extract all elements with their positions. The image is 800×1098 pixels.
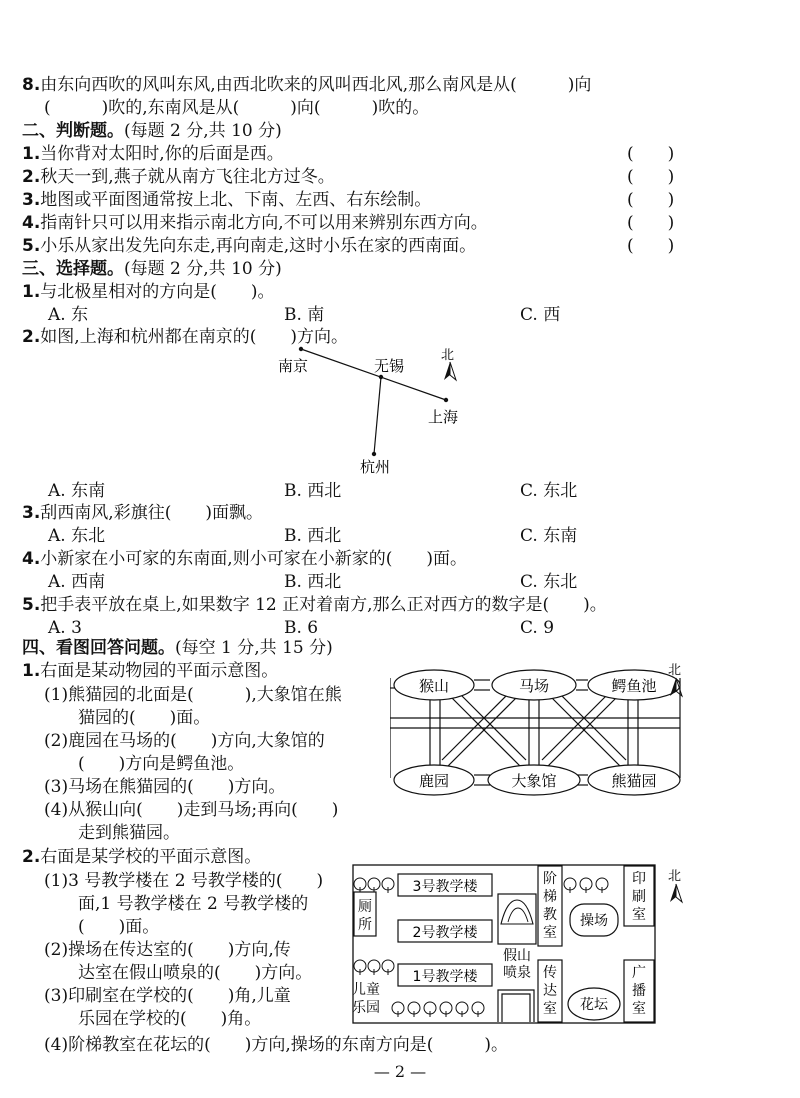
q41-line: (3)马场在熊猫园的( )方向。 [44,777,286,797]
printing-label-2: 刷 [632,889,646,905]
zoo-elephant-hall [488,765,580,795]
toilet-label-1: 厕 [358,899,372,915]
school-north-indicator [664,866,690,906]
printing-label-1: 印 [632,871,646,887]
choice-option-a[interactable]: A. 西南 [48,572,106,592]
judge-answer-blank[interactable]: ( ) [627,167,675,187]
lecture-label-4: 室 [543,925,557,941]
q42-number: 2. [22,847,41,867]
judge-text: 秋天一到,燕子就从南方飞往北方过冬。 [40,167,335,187]
zoo-monkey-hill [394,670,474,700]
choice-question [22,502,263,524]
elephant-hall-label: 大象馆 [511,772,557,790]
croc-pool-label: 鳄鱼池 [611,677,657,695]
q41-intro [22,660,278,682]
shanghai-dot [444,398,448,402]
judge-item [22,235,476,257]
choice-option-b[interactable]: B. 西北 [284,481,342,501]
q41-line: (1)熊猫园的北面是( ),大象馆在熊 [44,685,342,705]
nanjing-dot [299,347,303,351]
rockery-fountain [498,894,536,981]
playground [570,904,618,936]
zoo-north-indicator [664,660,690,700]
judge-answer-blank[interactable]: ( ) [627,236,675,256]
shanghai-label: 上海 [428,408,459,426]
toilet-label-2: 所 [358,917,372,933]
q42-intro-text: 右面是某学校的平面示意图。 [40,847,262,867]
section-2-note: (每题 2 分,共 10 分) [124,121,282,141]
judge-number: 1. [22,144,41,164]
section-3-note: (每题 2 分,共 10 分) [124,259,282,279]
section-4-heading [22,637,333,659]
choice-number: 1. [22,282,41,302]
q8-text1: 由东向西吹的风叫东风,由西北吹来的风叫西北风,那么南风是从( )向 [40,75,592,95]
judge-item [22,166,335,188]
q41-line: (2)鹿园在马场的( )方向,大象馆的 [44,731,325,751]
choice-option-b[interactable]: B. 6 [284,618,319,638]
nanjing-label: 南京 [278,357,309,375]
section-4-note: (每空 1 分,共 15 分) [175,638,333,658]
section-2-title: 二、判断题。 [22,121,124,141]
lecture-label-3: 教 [543,907,557,923]
kids-label-2: 乐园 [352,1000,380,1016]
judge-item [22,143,284,165]
q41-line: 走到熊猫园。 [78,823,180,843]
wuxi-dot [379,375,383,379]
choice-number: 4. [22,549,41,569]
choice-option-a[interactable]: A. 3 [48,618,82,638]
lecture-label-1: 阶 [543,871,557,887]
building-1-label: 1号教学楼 [412,969,478,985]
school-north-label: 北 [668,869,682,884]
horse-field-label: 马场 [518,677,550,695]
judge-answer-blank[interactable]: ( ) [627,144,675,164]
q8-line2: ( )吹的,东南风是从( )向( )吹的。 [44,98,430,118]
section-3-title: 三、选择题。 [22,259,124,279]
judge-number: 5. [22,236,41,256]
guard-label-3: 室 [543,1001,557,1017]
zoo-deer-park [394,765,474,795]
building-1 [398,964,492,986]
broadcast-label-2: 播 [632,983,646,999]
guard-label-2: 达 [543,983,557,999]
q42-line: 面,1 号教学楼在 2 号教学楼的 [78,894,309,914]
city-map [270,340,480,480]
toilet [354,892,376,936]
q42-line: (4)阶梯教室在花坛的( )方向,操场的东南方向是( )。 [44,1035,509,1055]
q42-line: (1)3 号教学楼在 2 号教学楼的( ) [44,871,324,891]
flower-bed [568,988,620,1020]
school-map [352,864,658,1026]
choice-option-a[interactable]: A. 东北 [48,526,106,546]
choice-text: 把手表平放在桌上,如果数字 12 正对着南方,那么正对西方的数字是( )。 [40,595,607,615]
choice-text: 与北极星相对的方向是( )。 [40,282,275,302]
choice-option-a[interactable]: A. 东南 [48,481,106,501]
choice-number: 3. [22,503,41,523]
judge-number: 4. [22,213,41,233]
section-3-heading [22,258,282,280]
choice-option-c[interactable]: C. 9 [520,618,555,638]
kids-label-1: 儿童 [352,982,380,998]
guard-label-1: 传 [543,965,557,981]
choice-question [22,594,607,616]
choice-text: 刮西南风,彩旗往( )面飘。 [40,503,263,523]
choice-option-c[interactable]: C. 东南 [520,526,578,546]
choice-text: 小新家在小可家的东南面,则小可家在小新家的( )面。 [40,549,467,569]
section-4-title: 四、看图回答问题。 [22,638,175,658]
monkey-hill-label: 猴山 [418,677,450,695]
q41-number: 1. [22,661,41,681]
q42-line: 乐园在学校的( )角。 [78,1009,262,1029]
choice-option-a[interactable]: A. 东 [48,305,89,325]
q41-line: 猫园的( )面。 [78,708,211,728]
north-arrow-icon [670,678,682,696]
lecture-hall [538,866,562,946]
north-arrow-icon [670,884,682,902]
q8-number: 8. [22,75,41,95]
choice-option-b[interactable]: B. 西北 [284,526,342,546]
building-3 [398,874,492,896]
q8-line1 [22,74,591,96]
zoo-horse-field [492,670,576,700]
choice-number: 5. [22,595,41,615]
zoo-north-label: 北 [668,663,682,678]
choice-option-c[interactable]: C. 西 [520,305,561,325]
section-2-heading [22,120,282,142]
q42-line: (2)操场在传达室的( )方向,传 [44,940,291,960]
q41-line: ( )方向是鳄鱼池。 [78,754,245,774]
choice-option-c[interactable]: C. 东北 [520,572,578,592]
playground-label: 操场 [580,913,608,929]
judge-text: 小乐从家出发先向东走,再向南走,这时小乐在家的西南面。 [40,236,477,256]
judge-text: 地图或平面图通常按上北、下南、左西、右东绘制。 [40,190,432,210]
q42-intro [22,846,261,868]
printing-label-3: 室 [632,907,646,923]
q41-intro-text: 右面是某动物园的平面示意图。 [40,661,279,681]
zoo-map [390,658,690,808]
judge-item [22,212,488,234]
choice-option-b[interactable]: B. 南 [284,305,325,325]
q42-line: 达室在假山喷泉的( )方向。 [78,963,313,983]
choice-question [22,548,467,570]
hangzhou-label: 杭州 [360,458,391,476]
q42-line: ( )面。 [78,917,160,937]
q42-line: (3)印刷室在学校的( )角,儿童 [44,986,291,1006]
wuxi-hangzhou-line [374,377,381,454]
north-label: 北 [441,348,455,363]
choice-text: 如图,上海和杭州都在南京的( )方向。 [40,327,348,347]
guard-room [538,960,562,1022]
broadcast-label-3: 室 [632,1001,646,1017]
choice-option-c[interactable]: C. 东北 [520,481,578,501]
zoo-panda-park [588,765,680,795]
building-2 [398,920,492,942]
north-arrow-icon [444,362,456,380]
broadcast-room [624,960,654,1022]
choice-option-b[interactable]: B. 西北 [284,572,342,592]
deer-park-label: 鹿园 [418,772,450,790]
panda-park-label: 熊猫园 [611,772,657,790]
judge-text: 指南针只可以用来指示南北方向,不可以用来辨别东西方向。 [40,213,488,233]
choice-number: 2. [22,327,41,347]
judge-answer-blank[interactable]: ( ) [627,213,675,233]
judge-item [22,189,431,211]
building-3-label: 3号教学楼 [412,879,478,895]
rockery-label-1: 假山 [503,948,531,964]
wuxi-label: 无锡 [374,357,405,375]
judge-number: 3. [22,190,41,210]
broadcast-label-1: 广 [632,965,646,981]
printing-room [624,866,654,926]
judge-number: 2. [22,167,41,187]
choice-question [22,281,275,303]
lecture-label-2: 梯 [543,889,557,905]
rockery-label-2: 喷泉 [503,965,531,981]
flower-bed-label: 花坛 [580,997,608,1013]
page-number: — 2 — [373,1062,427,1081]
hangzhou-dot [372,452,376,456]
judge-answer-blank[interactable]: ( ) [627,190,675,210]
q41-line: (4)从猴山向( )走到马场;再向( ) [44,800,339,820]
building-2-label: 2号教学楼 [412,925,478,941]
judge-text: 当你背对太阳时,你的后面是西。 [40,144,284,164]
